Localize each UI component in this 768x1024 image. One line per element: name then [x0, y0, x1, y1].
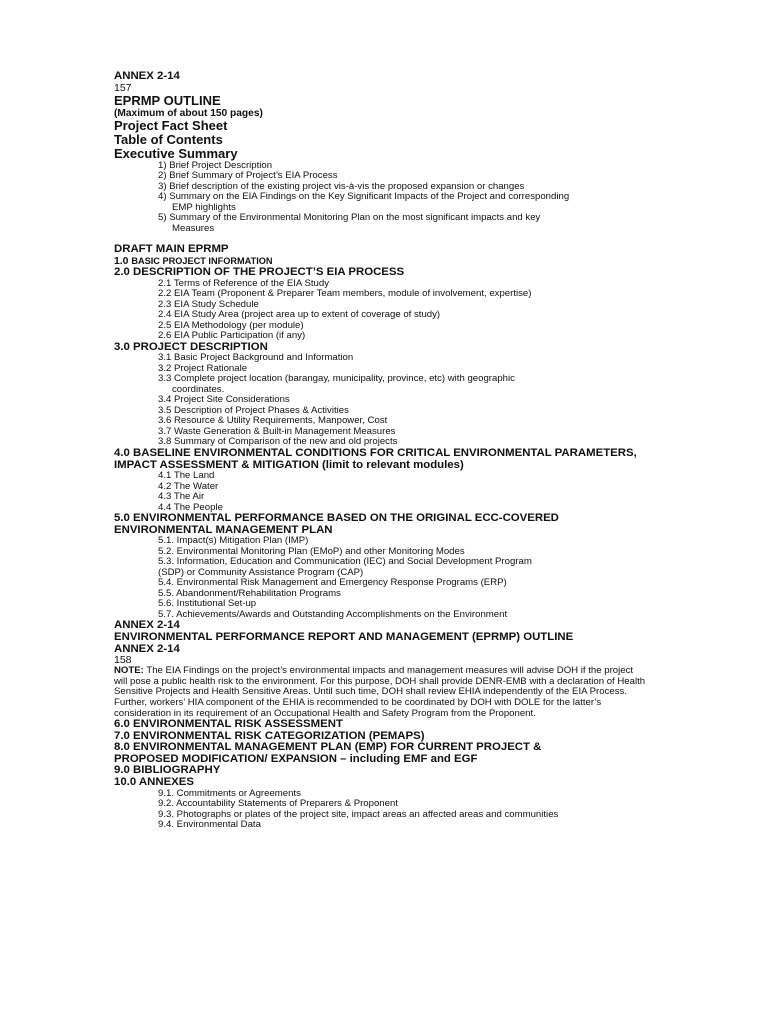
note-label: NOTE: [114, 665, 144, 677]
annex-label: ANNEX 2-14 [114, 70, 180, 82]
section-heading-9: 9.0 BIBLIOGRAPHY [114, 764, 221, 777]
section-heading-2: 2.0 DESCRIPTION OF THE PROJECT’S EIA PROCESS [114, 266, 405, 279]
section-number: 1.0 [114, 255, 132, 267]
fact-sheet-heading: Project Fact Sheet [114, 117, 228, 133]
list-item-continuation: EMP highlights [172, 201, 236, 213]
list-item-text: 5.6. Institutional Set-up [158, 598, 257, 610]
list-item [114, 610, 654, 621]
page-number-2: 158 [114, 654, 132, 667]
note-text: The EIA Findings on the project’s environmental impacts and management measures will advise DOH if the project will pose a public health risk to the environment. For this purpose, DOH shall provide DENR-EMB with a declaration of Health Sensitive Projects and Health Sensitive Areas. Until such time, DOH shall review EHIA independently of the EIA Process. Further, workers’ HIA component of the EHIA is recommended to be coordinated by DOH with DOLE for the latter’s consideration in its requirement of an Occupational Health and Safety Program from the Proponent. [114, 665, 646, 719]
list-item-text: 4.1 The Land [158, 470, 215, 482]
list-item-text: 2.1 Terms of Reference of the EIA Study [158, 277, 330, 289]
list-item-text: 3.1 Basic Project Background and Information [158, 352, 354, 364]
section-heading-10: 10.0 ANNEXES [114, 776, 194, 789]
list-item-text: 2.2 EIA Team (Proponent & Preparer Team members, module of involvement, expertise) [158, 288, 532, 300]
list-item-text: 4.3 The Air [158, 491, 205, 503]
list-item-text: 3.2 Project Rationale [158, 362, 248, 374]
list-item-text: 5.2. Environmental Monitoring Plan (EMoP) and other Monitoring Modes [158, 545, 465, 557]
document-title: EPRMP OUTLINE [114, 92, 221, 108]
note-paragraph [114, 666, 646, 719]
section-heading-6: 6.0 ENVIRONMENTAL RISK ASSESSMENT [114, 718, 343, 731]
page-number: 157 [114, 81, 132, 94]
section-5-list [114, 536, 654, 620]
list-item-text: 5.4. Environmental Risk Management and Emergency Response Programs (ERP) [158, 577, 507, 589]
executive-summary-heading: Executive Summary [114, 145, 238, 161]
section-heading-8: 8.0 ENVIRONMENTAL MANAGEMENT PLAN (EMP) FOR CURRENT PROJECT & PROPOSED MODIFICATION/ EXPANSION – including EMF and EGF [114, 741, 542, 765]
section-10-list [114, 789, 654, 831]
list-item-text: 2.5 EIA Methodology (per module) [158, 319, 304, 331]
list-item-continuation: Measures [172, 222, 215, 234]
list-item-text: 9.1. Commitments or Agreements [158, 787, 301, 799]
document-page [114, 71, 654, 831]
draft-main-heading: DRAFT MAIN EPRMP [114, 243, 229, 256]
list-item-text: 3.8 Summary of Comparison of the new and old projects [158, 436, 398, 448]
list-item-text: 9.2. Accountability Statements of Preparers & Proponent [158, 798, 398, 810]
list-item-text: 3.6 Resource & Utility Requirements, Manpower, Cost [158, 415, 388, 427]
list-item-text: 1) Brief Project Description [158, 159, 273, 171]
list-item-continuation: (SDP) or Community Assistance Program (CAP) [158, 566, 364, 578]
list-item-text: 9.4. Environmental Data [158, 819, 261, 831]
list-item-text: 5) Summary of the Environmental Monitoring Plan on the most significant impacts and key [158, 212, 541, 224]
list-item [114, 213, 654, 234]
list-item-text: 5.7. Achievements/Awards and Outstanding Accomplishments on the Environment [158, 608, 508, 620]
section-label: BASIC PROJECT INFORMATION [131, 255, 273, 266]
list-item [114, 820, 654, 831]
list-item-text: 4) Summary on the EIA Findings on the Key Significant Impacts of the Project and corresponding [158, 191, 570, 203]
list-item-text: 3.7 Waste Generation & Built-in Management Measures [158, 425, 396, 437]
list-item-continuation: coordinates. [172, 383, 225, 395]
page-limit-note: (Maximum of about 150 pages) [114, 107, 263, 119]
list-item-text: 4.4 The People [158, 501, 223, 513]
list-item-text: 5.3. Information, Education and Communication (IEC) and Social Development Program [158, 556, 532, 568]
list-item-text: 3) Brief description of the existing project vis-à-vis the proposed expansion or changes [158, 180, 525, 192]
list-item-text: 2.3 EIA Study Schedule [158, 298, 259, 310]
annex-label-3: ANNEX 2-14 [114, 642, 180, 655]
list-item-text: 2) Brief Summary of Project’s EIA Process [158, 170, 338, 182]
list-item [114, 192, 654, 213]
list-item-text: 5.1. Impact(s) Mitigation Plan (IMP) [158, 535, 309, 547]
annex-label-2: ANNEX 2-14 [114, 619, 180, 632]
section-heading-5: 5.0 ENVIRONMENTAL PERFORMANCE BASED ON THE ORIGINAL ECC-COVERED ENVIRONMENTAL MANAGEMENT PLAN [114, 512, 559, 536]
list-item-text: 9.3. Photographs or plates of the project site, impact areas an affected areas and communities [158, 808, 559, 820]
executive-summary-list [114, 161, 654, 235]
list-item-text: 3.5 Description of Project Phases & Activities [158, 404, 349, 416]
list-item-text: 3.3 Complete project location (barangay, municipality, province, etc) with geographic [158, 373, 515, 385]
list-item-text: 4.2 The Water [158, 480, 219, 492]
report-title: ENVIRONMENTAL PERFORMANCE REPORT AND MANAGEMENT (EPRMP) OUTLINE [114, 630, 574, 643]
list-item-text: 2.4 EIA Study Area (project area up to extent of coverage of study) [158, 309, 441, 321]
list-item [114, 374, 654, 395]
section-2-list [114, 279, 654, 342]
list-item-text: 3.4 Project Site Considerations [158, 394, 290, 406]
list-item-text: 5.5. Abandonment/Rehabilitation Programs [158, 587, 341, 599]
toc-heading: Table of Contents [114, 131, 223, 147]
section-4-list [114, 471, 654, 513]
section-3-list [114, 353, 654, 448]
list-item [114, 557, 654, 578]
section-heading-7: 7.0 ENVIRONMENTAL RISK CATEGORIZATION (PEMAPS) [114, 729, 425, 742]
section-heading-3: 3.0 PROJECT DESCRIPTION [114, 340, 268, 353]
list-item-text: 2.6 EIA Public Participation (if any) [158, 330, 306, 342]
section-heading-4: 4.0 BASELINE ENVIRONMENTAL CONDITIONS FOR CRITICAL ENVIRONMENTAL PARAMETERS, IMPACT ASSESSMENT & MITIGATION (limit to relevant modules) [114, 446, 637, 471]
